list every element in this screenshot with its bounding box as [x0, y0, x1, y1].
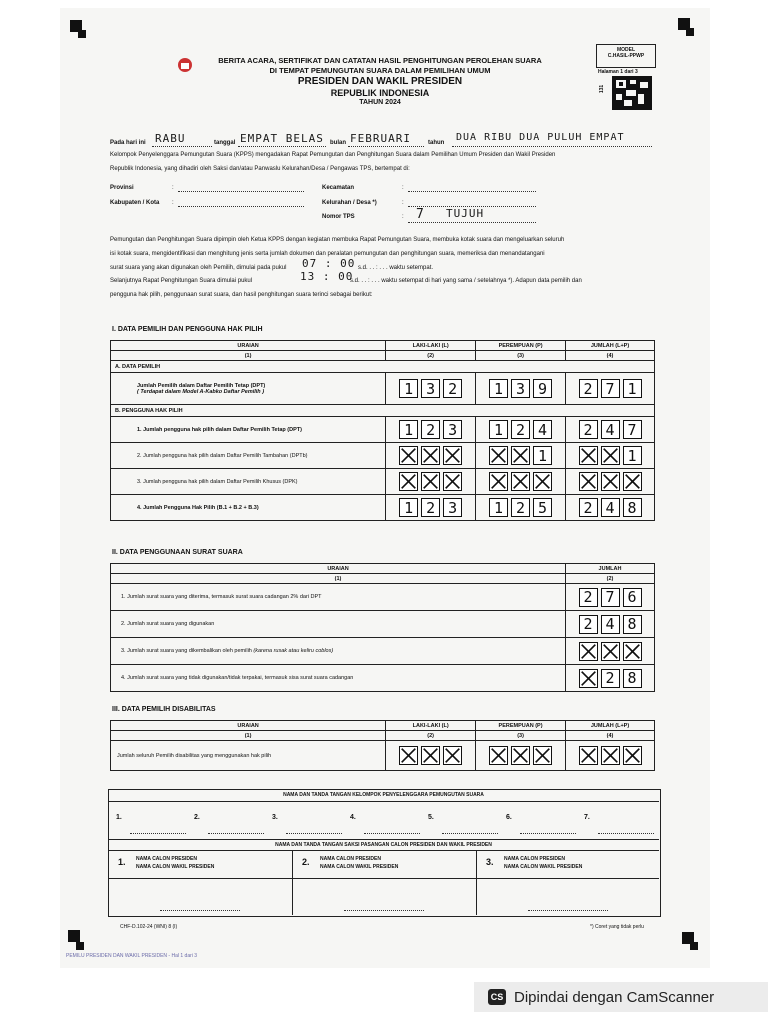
kpps-signature-title: NAMA DAN TANDA TANGAN KELOMPOK PENYELENGGARA PEMUNGUTAN SUARA — [283, 792, 484, 798]
digit-box: 2 — [443, 379, 462, 398]
col-number: (1) — [111, 731, 386, 741]
body-line-5: pengguna hak pilih, penggunaan surat suara, dan hasil penghitungan suara terinci sebagai berikut: — [110, 292, 373, 298]
crossed-box — [623, 642, 642, 661]
number-box-group — [570, 642, 650, 661]
number-box-group — [390, 446, 471, 465]
month-label: bulan — [330, 140, 346, 146]
crossed-box — [421, 472, 440, 491]
crossed-box — [399, 746, 418, 765]
kabupaten-label: Kabupaten / Kota — [110, 200, 160, 206]
year-value: DUA RIBU DUA PULUH EMPAT — [456, 132, 625, 143]
ballot-usage-table — [110, 563, 655, 692]
corner-mark — [68, 930, 80, 942]
disability-label: Jumlah seluruh Pemilih disabilitas yang menggunakan hak pilih — [111, 741, 386, 771]
corner-mark — [78, 30, 86, 38]
qr-code-icon — [612, 76, 652, 110]
crossed-box — [511, 746, 530, 765]
crossed-box — [533, 746, 552, 765]
kelurahan-label: Kelurahan / Desa *) — [322, 200, 377, 206]
title-line-3: PRESIDEN DAN WAKIL PRESIDEN — [297, 76, 463, 87]
digit-box: 8 — [623, 498, 642, 517]
body-line-1: Pemungutan dan Penghitungan Suara dipimpin oleh Ketua KPPS dengan kegiatan membuka Rapat Pemungutan Suara, membuka kotak suara dan mengeluarkan seluruh — [110, 237, 565, 243]
month-value: FEBRUARI — [350, 132, 411, 145]
candidate-3-president: NAMA CALON PRESIDEN — [504, 856, 565, 862]
number-box-group — [480, 446, 561, 465]
crossed-box — [489, 446, 508, 465]
number-box-group — [480, 379, 561, 398]
count-start-time: 13 : 00 — [300, 270, 354, 283]
ballot-used-label: 2. Jumlah surat suara yang digunakan — [111, 611, 566, 638]
disability-table — [110, 720, 655, 771]
side-number: 131 — [599, 84, 606, 94]
start-time: 07 : 00 — [302, 257, 356, 270]
candidate-3-vice: NAMA CALON WAKIL PRESIDEN — [504, 864, 583, 870]
crossed-box — [443, 446, 462, 465]
col-laki-laki: LAKI-LAKI (L) — [386, 341, 476, 351]
digit-box: 2 — [511, 498, 530, 517]
number-box-group — [570, 446, 650, 465]
digit-box: 1 — [399, 420, 418, 439]
digit-box: 1 — [623, 379, 642, 398]
crossed-box — [623, 472, 642, 491]
form-code: CHF-D.102-24 (WNI) 8 (I) — [120, 924, 178, 930]
number-box-group — [390, 746, 471, 765]
digit-box: 1 — [399, 379, 418, 398]
crossed-box — [511, 446, 530, 465]
number-box-group — [480, 420, 561, 439]
dpt-row-label — [111, 373, 386, 405]
b1-label: 1. Jumlah pengguna hak pilih dalam Daftar Pemilih Tetap (DPT) — [111, 417, 386, 443]
col-jumlah: JUMLAH (L+P) — [566, 721, 655, 731]
section-a-title: A. DATA PEMILIH — [111, 361, 655, 373]
crossed-box — [533, 472, 552, 491]
section-b-title: B. PENGGUNA HAK PILIH — [111, 405, 655, 417]
number-box-group — [480, 498, 561, 517]
digit-box: 1 — [489, 379, 508, 398]
crossed-box — [579, 446, 598, 465]
candidate-1-number: 1. — [118, 857, 126, 867]
digit-box: 1 — [489, 498, 508, 517]
number-box-group — [390, 472, 471, 491]
crossed-box — [601, 472, 620, 491]
crossed-box — [511, 472, 530, 491]
footnote: *) Coret yang tidak perlu — [590, 924, 644, 930]
col-laki-laki: LAKI-LAKI (L) — [386, 721, 476, 731]
candidate-2-president: NAMA CALON PRESIDEN — [320, 856, 381, 862]
digit-box: 2 — [579, 588, 598, 607]
crossed-box — [601, 746, 620, 765]
crossed-box — [623, 746, 642, 765]
crossed-box — [601, 642, 620, 661]
digit-box: 2 — [579, 498, 598, 517]
b4-label: 4. Jumlah Pengguna Hak Pilih (B.1 + B.2 + B.3) — [111, 495, 386, 521]
col-number: (1) — [111, 574, 566, 584]
kecamatan-label: Kecamatan — [322, 185, 355, 191]
section-1-title: I. DATA PEMILIH DAN PENGGUNA HAK PILIH — [112, 326, 263, 333]
corner-mark — [76, 942, 84, 950]
page-stamp: PEMILU PRESIDEN DAN WAKIL PRESIDEN - Hal 1 dari 3 — [66, 953, 198, 959]
col-perempuan: PEREMPUAN (P) — [476, 721, 566, 731]
year-label: tahun — [428, 140, 445, 146]
number-box-group — [390, 379, 471, 398]
col-uraian: URAIAN — [111, 564, 566, 574]
digit-box: 4 — [601, 498, 620, 517]
col-number: (3) — [476, 731, 566, 741]
digit-box: 4 — [601, 420, 620, 439]
provinsi-label: Provinsi — [110, 185, 134, 191]
kpps-signature-number: 6. — [506, 814, 512, 821]
col-number: (1) — [111, 351, 386, 361]
crossed-box — [399, 472, 418, 491]
digit-box: 2 — [421, 498, 440, 517]
signature-box — [108, 789, 661, 917]
col-uraian: URAIAN — [111, 721, 386, 731]
digit-box: 2 — [601, 669, 620, 688]
crossed-box — [489, 746, 508, 765]
col-jumlah: JUMLAH — [566, 564, 655, 574]
kpps-signature-number: 4. — [350, 814, 356, 821]
title-line-4: REPUBLIK INDONESIA — [330, 88, 430, 98]
kpps-signature-number: 7. — [584, 814, 590, 821]
camscanner-logo-icon: CS — [488, 989, 506, 1005]
model-label: MODEL — [616, 47, 636, 53]
col-number: (2) — [566, 574, 655, 584]
crossed-box — [443, 746, 462, 765]
number-box-group — [570, 420, 650, 439]
kpps-signature-number: 5. — [428, 814, 434, 821]
digit-box: 8 — [623, 669, 642, 688]
digit-box: 2 — [421, 420, 440, 439]
digit-box: 4 — [533, 420, 552, 439]
voter-data-table — [110, 340, 655, 521]
number-box-group — [480, 746, 561, 765]
number-box-group — [570, 498, 650, 517]
kpps-signature-number: 3. — [272, 814, 278, 821]
body-line-4-end: s.d. . . : . . . waktu setempat di hari yang sama / setelahnya *). Adapun data pemilih dan — [350, 278, 582, 284]
crossed-box — [601, 446, 620, 465]
digit-box: 5 — [533, 498, 552, 517]
number-box-group — [570, 472, 650, 491]
title-line-1: BERITA ACARA, SERTIFIKAT DAN CATATAN HASIL PENGHITUNGAN PEROLEHAN SUARA — [218, 56, 542, 65]
b2-label: 2. Jumlah pengguna hak pilih dalam Daftar Pemilih Tambahan (DPTb) — [111, 443, 386, 469]
crossed-box — [489, 472, 508, 491]
section-2-title: II. DATA PENGGUNAAN SURAT SUARA — [112, 549, 243, 556]
digit-box: 9 — [533, 379, 552, 398]
tps-value: 7 — [416, 207, 425, 222]
title-line-5: TAHUN 2024 — [359, 99, 401, 106]
crossed-box — [399, 446, 418, 465]
digit-box: 7 — [623, 420, 642, 439]
kpps-signature-number: 2. — [194, 814, 200, 821]
crossed-box — [579, 472, 598, 491]
digit-box: 1 — [623, 446, 642, 465]
camscanner-banner — [474, 982, 768, 1012]
day-value: RABU — [155, 132, 186, 145]
digit-box: 2 — [579, 615, 598, 634]
tps-label: Nomor TPS — [322, 214, 355, 220]
candidate-2-number: 2. — [302, 857, 310, 867]
ballot-received-label: 1. Jumlah surat suara yang diterima, termasuk surat suara cadangan 2% dari DPT — [111, 584, 566, 611]
opening-paragraph-1: Kelompok Penyelenggara Pemungutan Suara (KPPS) mengadakan Rapat Pemungutan dan Penghitungan Suara dalam Pemilihan Umum Presiden dan Wakil Presiden — [110, 152, 556, 158]
digit-box: 4 — [601, 615, 620, 634]
number-box-group — [390, 420, 471, 439]
day-label: Pada hari ini — [110, 140, 146, 146]
col-number: (4) — [566, 351, 655, 361]
saksi-signature-title: NAMA DAN TANDA TANGAN SAKSI PASANGAN CALON PRESIDEN DAN WAKIL PRESIDEN — [275, 842, 492, 848]
ballot-returned-note: (karena rusak atau keliru coblos) — [253, 648, 334, 654]
digit-box: 3 — [443, 420, 462, 439]
body-line-4: Selanjutnya Rapat Penghitungan Suara dimulai pukul — [110, 278, 253, 284]
col-number: (2) — [386, 351, 476, 361]
ballot-unused-label: 4. Jumlah surat suara yang tidak digunakan/tidak terpakai, termasuk sisa surat suara cadangan — [111, 665, 566, 692]
digit-box: 7 — [601, 379, 620, 398]
dpt-label: Jumlah Pemilih dalam Daftar Pemilih Tetap (DPT) — [137, 382, 266, 389]
body-line-3-end: s.d. . . : . . . waktu setempat. — [358, 265, 434, 271]
crossed-box — [579, 669, 598, 688]
date-label: tanggal — [214, 140, 236, 146]
digit-box: 6 — [623, 588, 642, 607]
body-line-3: surat suara yang akan digunakan oleh Pemilih, dimulai pada pukul — [110, 265, 287, 271]
candidate-1-vice: NAMA CALON WAKIL PRESIDEN — [136, 864, 215, 870]
digit-box: 2 — [579, 379, 598, 398]
digit-box: 7 — [601, 588, 620, 607]
kpps-signature-number: 1. — [116, 814, 122, 821]
digit-box: 2 — [579, 420, 598, 439]
col-number: (4) — [566, 731, 655, 741]
crossed-box — [579, 642, 598, 661]
candidate-1-president: NAMA CALON PRESIDEN — [136, 856, 197, 862]
ballot-returned-label — [111, 638, 566, 665]
crossed-box — [443, 472, 462, 491]
number-box-group — [390, 498, 471, 517]
section-3-title: III. DATA PEMILIH DISABILITAS — [112, 706, 216, 713]
digit-box: 1 — [489, 420, 508, 439]
digit-box: 1 — [533, 446, 552, 465]
model-code: C.HASIL-PPWP — [607, 53, 645, 59]
crossed-box — [421, 446, 440, 465]
digit-box: 1 — [399, 498, 418, 517]
crossed-box — [579, 746, 598, 765]
col-jumlah: JUMLAH (L+P) — [566, 341, 655, 351]
corner-mark — [690, 942, 698, 950]
opening-paragraph-2: Republik Indonesia, yang dihadiri oleh Saksi dan/atau Panwaslu Kelurahan/Desa / Pengawas TPS, bertempat di: — [110, 166, 410, 172]
candidate-3-number: 3. — [486, 857, 494, 867]
model-box — [596, 44, 656, 68]
number-box-group — [570, 379, 650, 398]
camscanner-text: Dipindai dengan CamScanner — [514, 988, 715, 1006]
number-box-group — [480, 472, 561, 491]
crossed-box — [421, 746, 440, 765]
digit-box: 3 — [511, 379, 530, 398]
digit-box: 8 — [623, 615, 642, 634]
date-value: EMPAT BELAS — [240, 132, 324, 145]
col-number: (3) — [476, 351, 566, 361]
digit-box: 3 — [443, 498, 462, 517]
number-box-group — [570, 746, 650, 765]
col-number: (2) — [386, 731, 476, 741]
dpt-sub-label: ( Terdapat dalam Model A-Kabko Daftar Pemilih ) — [137, 388, 265, 395]
title-line-2: DI TEMPAT PEMUNGUTAN SUARA DALAM PEMILIHAN UMUM — [269, 66, 491, 75]
candidate-2-vice: NAMA CALON WAKIL PRESIDEN — [320, 864, 399, 870]
body-line-2: isi kotak suara, mengidentifikasi dan menghitung jenis serta jumlah dokumen dan peralatan pemungutan dan penghitungan suara, memeriksa dan menandatangani — [110, 251, 545, 257]
corner-mark — [686, 28, 694, 36]
number-box-group — [570, 669, 650, 688]
digit-box: 3 — [421, 379, 440, 398]
tps-words: TUJUH — [446, 207, 485, 220]
col-perempuan: PEREMPUAN (P) — [476, 341, 566, 351]
ballot-returned-text: 3. Jumlah surat suara yang dikembalikan oleh pemilih — [121, 648, 252, 654]
number-box-group — [570, 588, 650, 607]
digit-box: 2 — [511, 420, 530, 439]
b3-label: 3. Jumlah pengguna hak pilih dalam Daftar Pemilih Khusus (DPK) — [111, 469, 386, 495]
page-indicator: Halaman 1 dari 3 — [598, 69, 638, 75]
number-box-group — [570, 615, 650, 634]
col-uraian: URAIAN — [111, 341, 386, 351]
